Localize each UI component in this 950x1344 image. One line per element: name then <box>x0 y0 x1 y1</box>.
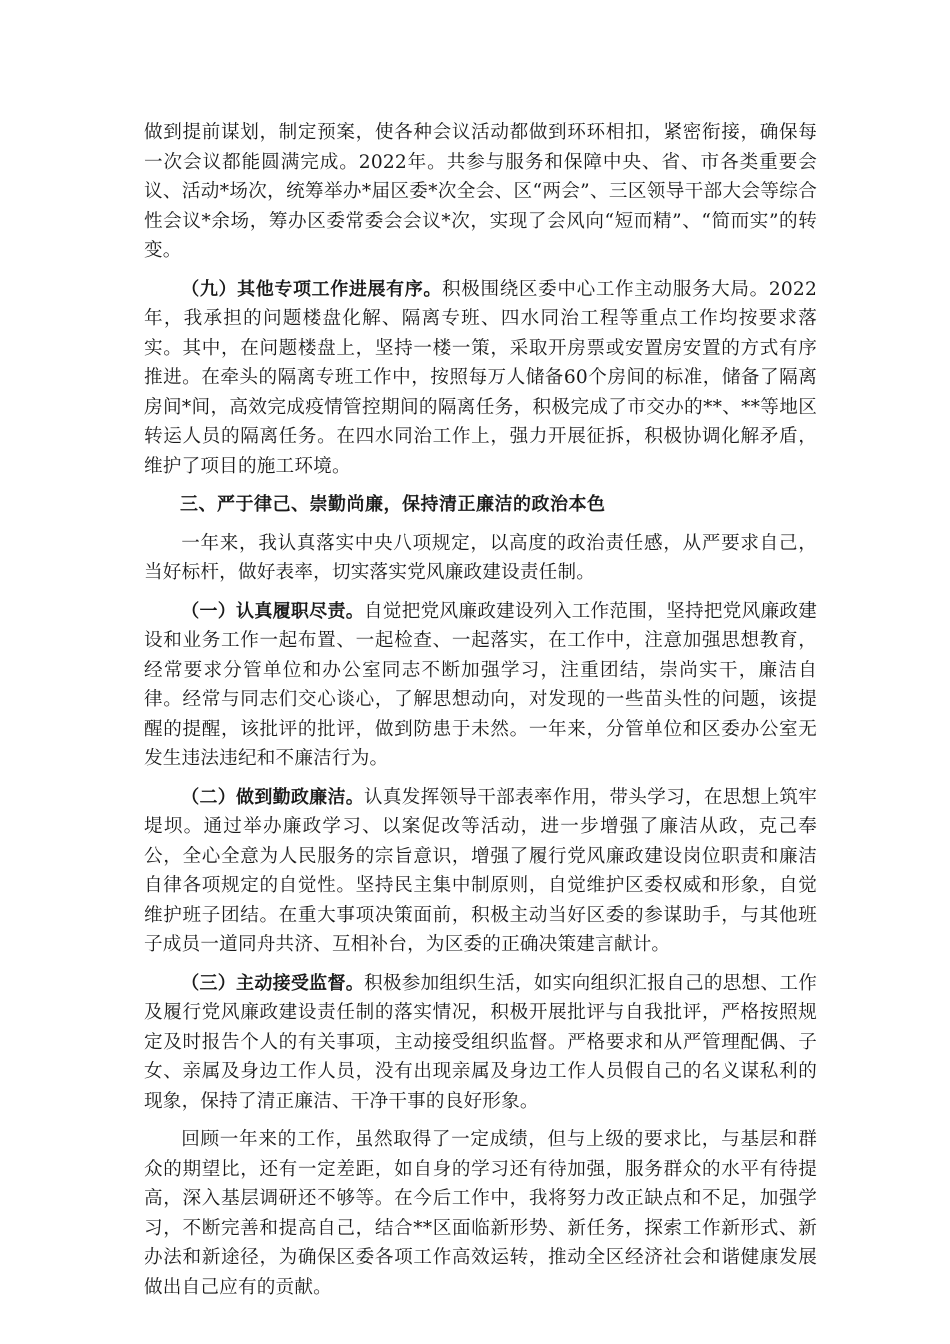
paragraph-lead-duty: （一）认真履职尽责。 <box>181 600 365 622</box>
paragraph-body-duty: 自觉把党风廉政建设列入工作范围，坚持把党风廉政建设和业务工作一起布置、一起检查、一起落实，在工作中，注意加强思想教育，经常要求分管单位和办公室同志不断加强学习，注重团结，崇尚实干，廉洁自律。经常与同志们交心谈心，了解思想动向，对发现的一些苗头性的问题，该提醒的提醒，该批评的批评，做到防患于未然。一年来，分管单位和区委办公室无发生违法违纪和不廉洁行为。 <box>144 600 817 769</box>
paragraph-supervision <box>144 969 817 1117</box>
section-heading-integrity: 三、严于律己、崇勤尚廉，保持清正廉洁的政治本色 <box>180 494 606 515</box>
paragraph-special-work <box>144 275 817 482</box>
paragraph-duty <box>144 597 817 774</box>
paragraph-integrity-intro: 一年来，我认真落实中央八项规定，以高度的政治责任感，从严要求自己，当好标杆，做好表率，切实落实党风廉政建设责任制。 <box>144 532 817 583</box>
paragraph-conclusion: 回顾一年来的工作，虽然取得了一定成绩，但与上级的要求比，与基层和群众的期望比，还有一定差距，如自身的学习还有待加强，服务群众的水平有待提高，深入基层调研还不够等。在今后工作中，我将努力改正缺点和不足，加强学习，不断完善和提高自己，结合**区面临新形势、新任务，探索工作新形式、新办法和新途径，为确保区委各项工作高效运转，推动全区经济社会和谐健康发展做出自己应有的贡献。 <box>144 1129 817 1298</box>
paragraph-diligence <box>144 783 817 960</box>
document-page <box>144 118 817 1311</box>
paragraph-lead-supervision: （三）主动接受监督。 <box>181 972 365 994</box>
paragraph-body-special-work: 积极围绕区委中心工作主动服务大局。2022年，我承担的问题楼盘化解、隔离专班、四水同治工程等重点工作均按要求落实。其中，在问题楼盘上，坚持一楼一策，采取开房票或安置房安置的方式有序推进。在牵头的隔离专班工作中，按照每万人储备60个房间的标准，储备了隔离房间*间，高效完成疫情管控期间的隔离任务，积极完成了市交办的**、**等地区转运人员的隔离任务。在四水同治工作上，强力开展征拆，积极协调化解矛盾，维护了项目的施工环境。 <box>144 278 817 477</box>
paragraph-lead-special-work: （九）其他专项工作进展有序。 <box>181 278 443 300</box>
paragraph-lead-diligence: （二）做到勤政廉洁。 <box>181 786 365 808</box>
paragraph-body-diligence: 认真发挥领导干部表率作用，带头学习，在思想上筑牢堤坝。通过举办廉政学习、以案促改等活动，进一步增强了廉洁从政，克己奉公，全心全意为人民服务的宗旨意识，增强了履行党风廉政建设岗位职责和廉洁自律各项规定的自觉性。坚持民主集中制原则，自觉维护区委权威和形象，自觉维护班子团结。在重大事项决策面前，积极主动当好区委的参谋助手，与其他班子成员一道同舟共济、互相补台，为区委的正确决策建言献计。 <box>144 786 817 955</box>
paragraph-body-supervision: 积极参加组织生活，如实向组织汇报自己的思想、工作及履行党风廉政建设责任制的落实情况，积极开展批评与自我批评，严格按照规定及时报告个人的有关事项，主动接受组织监督。严格要求和从严管理配偶、子女、亲属及身边工作人员，没有出现亲属及身边工作人员假自己的名义谋私利的现象，保持了清正廉洁、干净干事的良好形象。 <box>144 972 817 1112</box>
paragraph-meetings-continued: 做到提前谋划，制定预案，使各种会议活动都做到环环相扣，紧密衔接，确保每一次会议都能圆满完成。2022年。共参与服务和保障中央、省、市各类重要会议、活动*场次，统筹举办*届区委*次全会、区“两会”、三区领导干部大会等综合性会议*余场，筹办区委常委会会议*次，实现了会风向“短而精”、“简而实”的转变。 <box>144 122 817 261</box>
